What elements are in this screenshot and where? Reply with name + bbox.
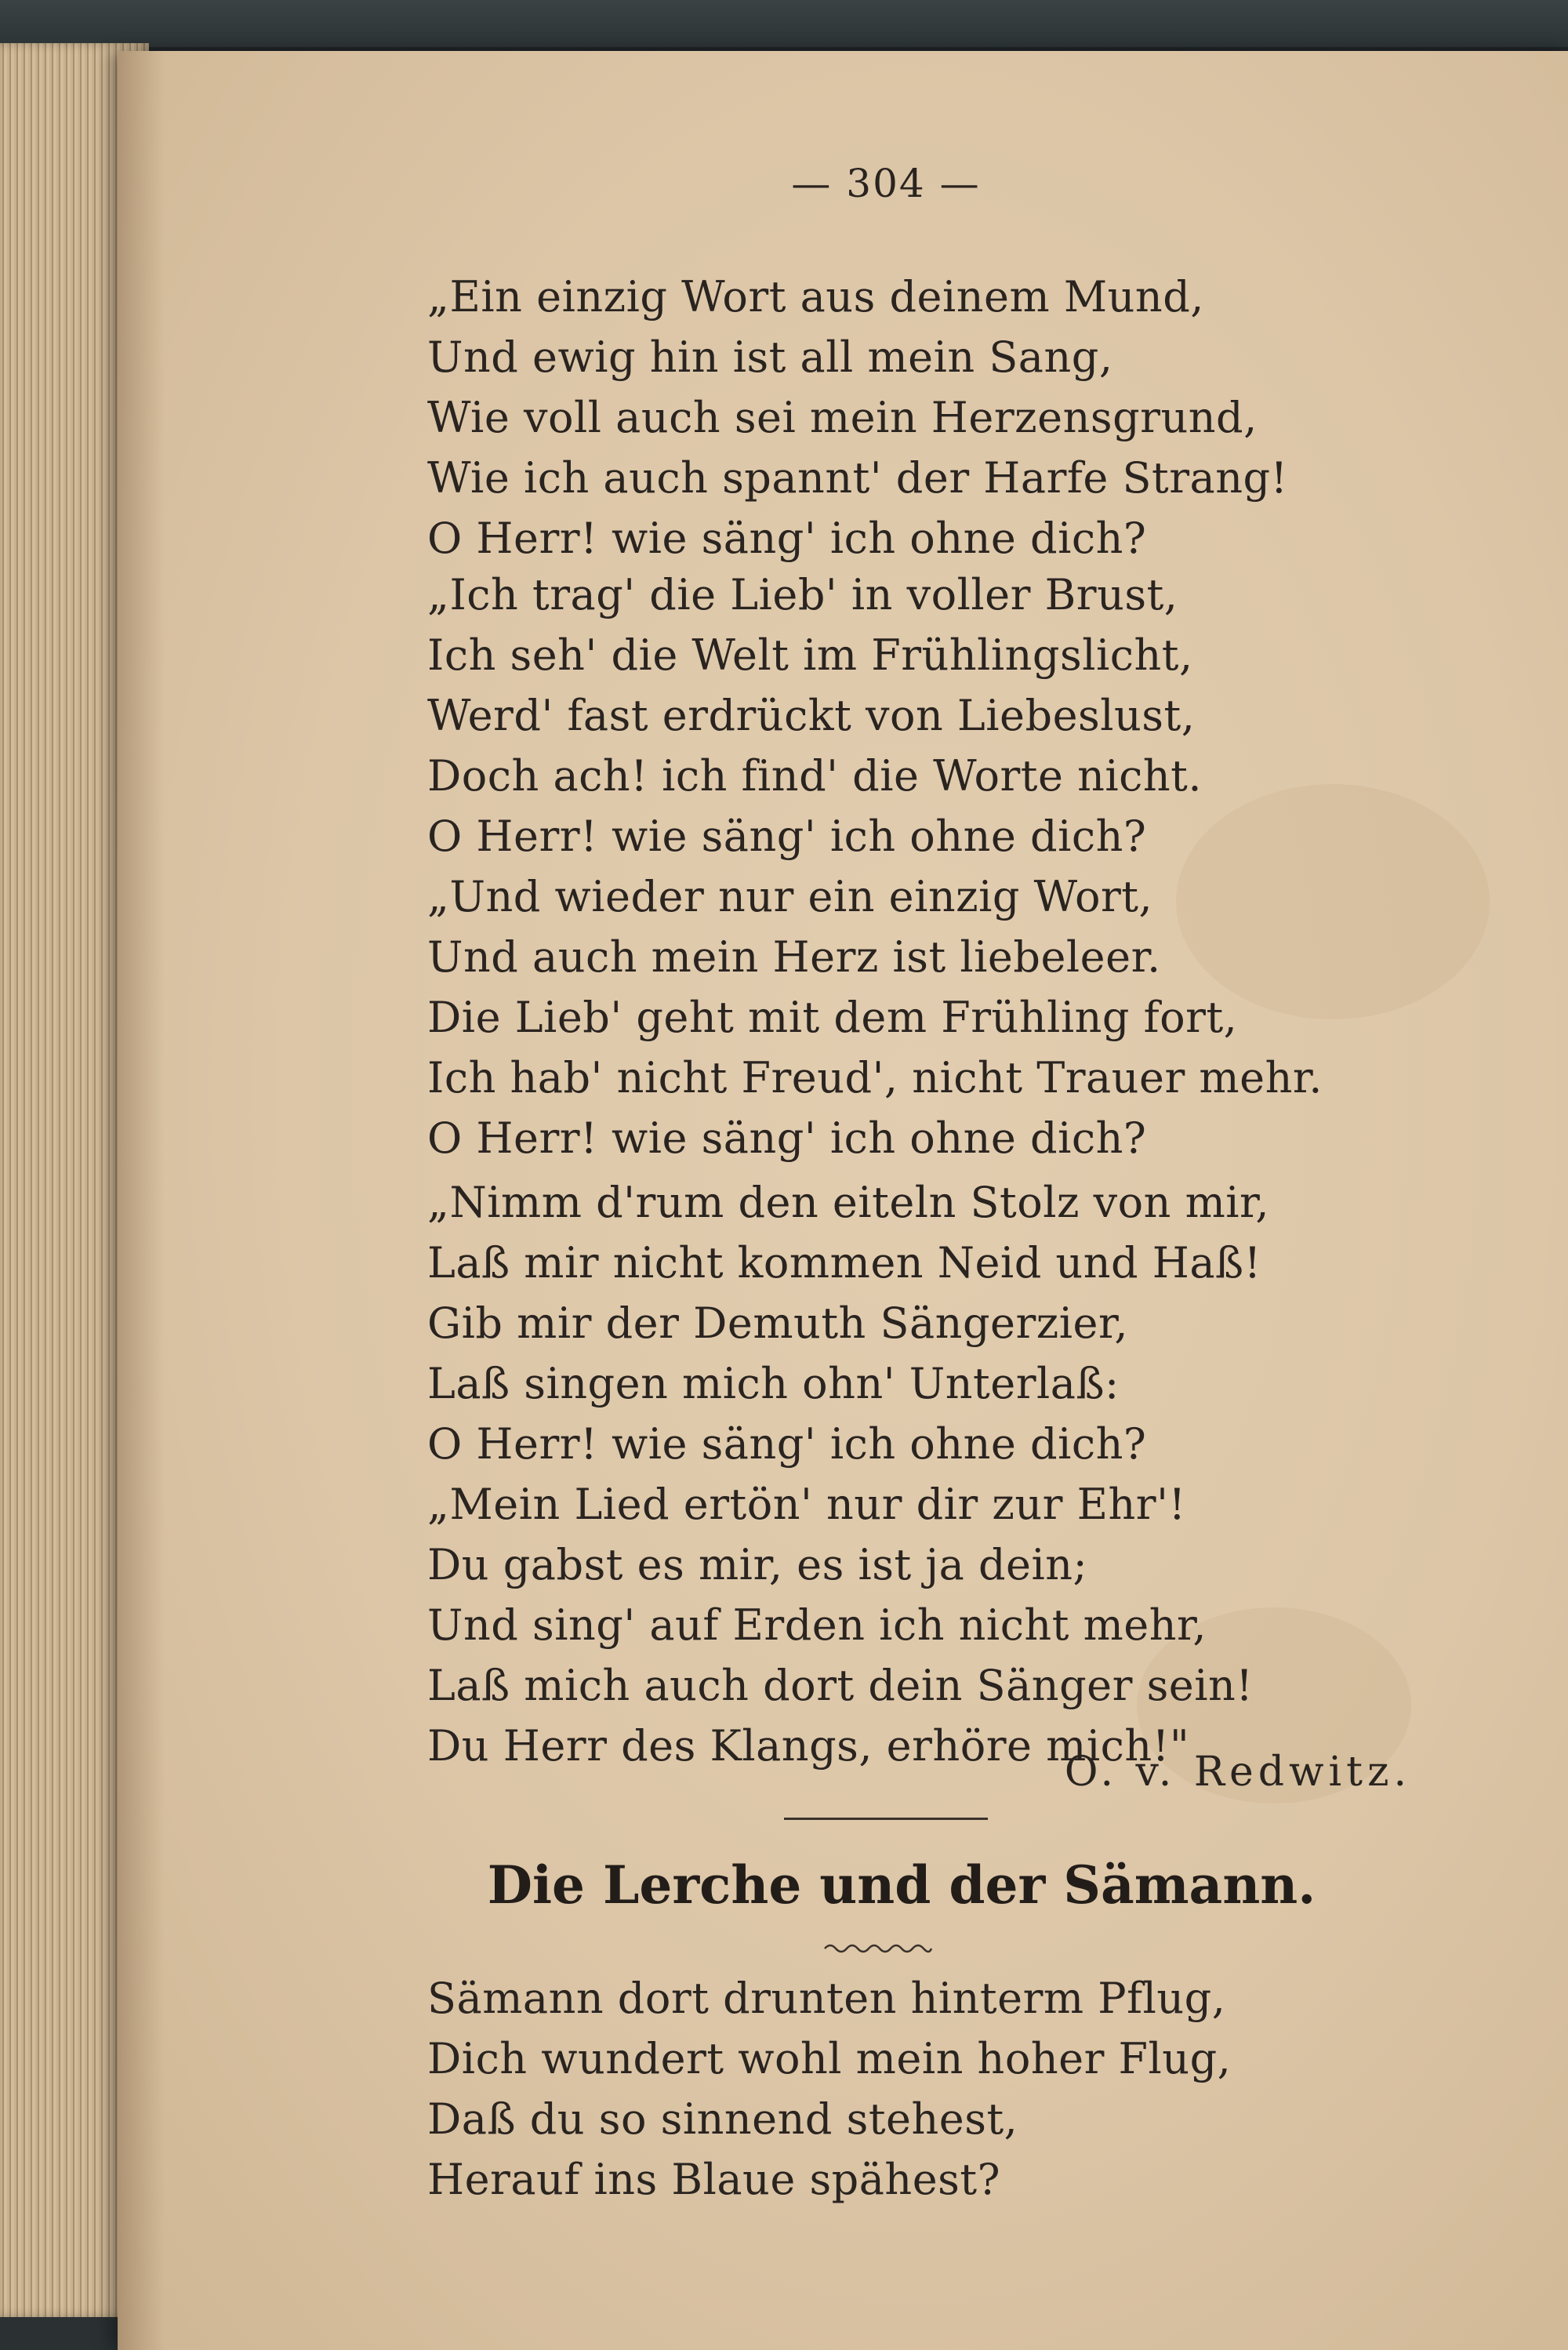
poem-refrain: O Herr! wie säng' ich ohne dich? [427,1419,1147,1469]
stanza-1 [427,267,1446,568]
poem-line: Dich wundert wohl mein hoher Flug, [427,2034,1232,2083]
poem-line: Doch ach! ich find' die Worte nicht. [427,751,1203,801]
poem-line: Du gabst es mir, es ist ja dein; [427,1540,1088,1589]
stanza-3 [427,866,1446,1168]
poem-line: Laß singen mich ohn' Unterlaß: [427,1359,1120,1408]
poem-line: Die Lieb' geht mit dem Frühling fort, [427,993,1238,1042]
stanza-4 [427,1172,1446,1474]
poem-line: Herauf ins Blaue spähest? [427,2155,1001,2204]
stanza-2 [427,565,1446,866]
page-number: — 304 — [791,161,981,206]
poem-line: Und ewig hin ist all mein Sang, [427,332,1113,382]
poem-line: „Und wieder nur ein einzig Wort, [427,872,1153,921]
poem-line: Wie ich auch spannt' der Harfe Strang! [427,453,1288,503]
poem-line: Sämann dort drunten hinterm Pflug, [427,1974,1226,2023]
poem-line: Und auch mein Herz ist liebeleer. [427,932,1161,982]
stanza-5 [427,1474,1446,1776]
poem-line: Laß mir nicht kommen Neid und Haß! [427,1238,1261,1288]
poem-line: Und sing' auf Erden ich nicht mehr, [427,1600,1207,1650]
book-cover-edge [0,0,1568,47]
poem-author: O. v. Redwitz. [1064,1749,1411,1796]
gutter-shadow [118,51,165,2350]
section-divider [784,1818,988,1820]
poem-line: „Ich trag' die Lieb' in voller Brust, [427,570,1178,619]
poem-line: Gib mir der Demuth Sängerzier, [427,1298,1129,1348]
poem-line: Ich seh' die Welt im Frühlingslicht, [427,630,1193,680]
poem-line: Ich hab' nicht Freud', nicht Trauer mehr. [427,1053,1323,1102]
poem-line: Daß du so sinnend stehest, [427,2094,1018,2144]
next-poem-title: Die Lerche und der Sämann. [487,1854,1316,1916]
poem-line: „Mein Lied ertön' nur dir zur Ehr'! [427,1480,1186,1529]
next-poem-stanza [427,1968,1446,2210]
poem-line: Wie voll auch sei mein Herzensgrund, [427,393,1258,442]
poem-line: Du Herr des Klangs, erhöre mich!" [427,1721,1190,1771]
poem-line: „Nimm d'rum den eiteln Stolz von mir, [427,1178,1270,1227]
ornament-squiggle [823,1941,933,1956]
poem-line: „Ein einzig Wort aus deinem Mund, [427,272,1204,321]
poem-refrain: O Herr! wie säng' ich ohne dich? [427,514,1147,563]
poem-refrain: O Herr! wie säng' ich ohne dich? [427,1113,1147,1163]
poem-line: Laß mich auch dort dein Sänger sein! [427,1661,1254,1710]
poem-refrain: O Herr! wie säng' ich ohne dich? [427,812,1147,861]
poem-line: Werd' fast erdrückt von Liebeslust, [427,691,1196,740]
